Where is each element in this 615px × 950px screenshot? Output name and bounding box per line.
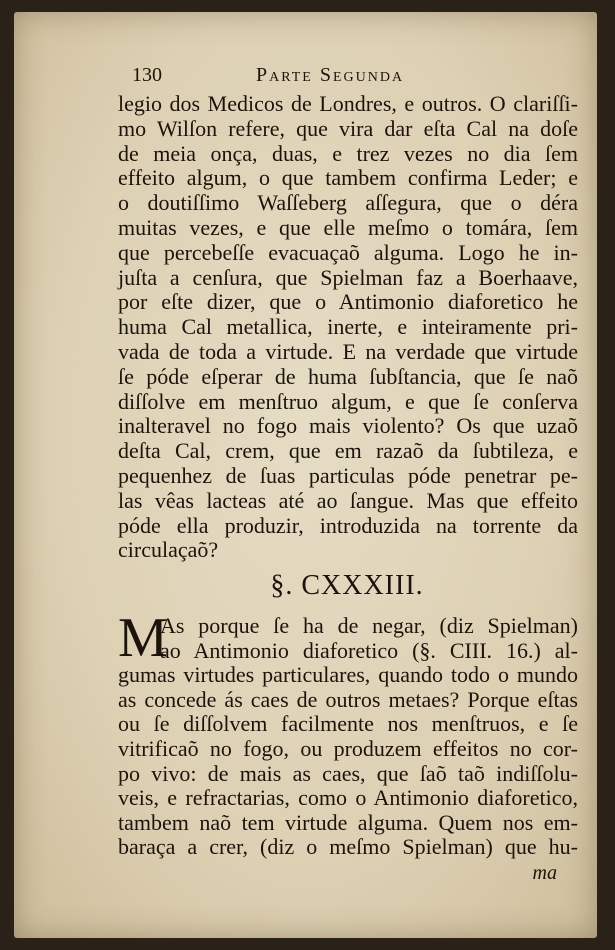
text-line: gumas virtudes particulares, quando todo o mundo [118, 662, 578, 688]
text-line: pequenhez de ſuas particulas póde penetrar pe- [118, 462, 578, 488]
text-line: veis, e refractarias, como o Antimonio diaforetico, [118, 785, 578, 811]
text-line: legio dos Medicos de Londres, e outros. O clariſſi- [118, 91, 578, 116]
running-title: Parte Segunda [256, 64, 405, 86]
text-line: ou ſe diſſolvem facilmente nos menſtruos, e ſe [118, 711, 578, 737]
text-line: baraça a crer, (diz o meſmo Spielman) que hu- [118, 834, 578, 860]
section-heading: §. CXXXIII. [270, 570, 424, 601]
text-line: ſe póde eſperar de huma ſubſtancia, que ſe naõ [118, 363, 578, 389]
text-line: ao Antimonio diaforetico (§. CIII. 16.) al- [160, 637, 578, 663]
text-line: mo Wilſon refere, que vira dar eſta Cal na doſe [118, 115, 578, 141]
text-line: póde ella produzir, introduzida na torrente da [118, 512, 578, 538]
page-number: 130 [132, 64, 162, 86]
text-line: juſta a cenſura, que Spielman faz a Boerhaave, [118, 264, 578, 290]
page-header [132, 64, 557, 90]
text-line: que percebeſſe evacuaçaõ alguma. Logo he in- [118, 239, 578, 265]
paragraph-section [118, 607, 578, 860]
text-line: effeito algum, o que tambem confirma Leder; e [118, 165, 578, 191]
text-line: o doutiſſimo Waſſeberg aſſegura, que o déra [118, 190, 578, 216]
text-line: As porque ſe ha de negar, (diz Spielman) [160, 613, 578, 638]
text-line: diſſolve em menſtruo algum, e que ſe conſerva [118, 388, 578, 414]
text-line: inalteravel no fogo mais violento? Os que uzaõ [118, 413, 578, 439]
book-page [14, 12, 597, 938]
text-line: deſta Cal, crem, que em razaõ da ſubtileza, e [118, 438, 578, 464]
drop-cap: M [118, 607, 168, 669]
catchword: ma [532, 862, 557, 884]
text-line: por eſte dizer, que o Antimonio diaforetico he [118, 289, 578, 315]
text-line: po vivo: de mais as caes, que ſaõ taõ indiſſolu- [118, 760, 578, 786]
text-line: muitas vezes, e que elle meſmo o tomára, ſem [118, 214, 578, 240]
text-line: tambem naõ tem virtude alguma. Quem nos em- [118, 809, 578, 835]
text-line: de meia onça, duas, e trez vezes no dia ſem [118, 140, 578, 166]
text-line: las vêas lacteas até ao ſangue. Mas que effeito [118, 487, 578, 513]
text-line: as concede ás caes de outros metaes? Porque eſtas [118, 686, 578, 712]
text-line: vitrificaõ no fogo, ou produzem effeitos no cor- [118, 735, 578, 761]
paragraph-continuation [118, 92, 578, 563]
text-line: huma Cal metallica, inerte, e inteiramente pri- [118, 314, 578, 340]
text-line: vada de toda a virtude. E na verdade que virtude [118, 338, 578, 364]
text-line: circulaçaõ? [118, 537, 219, 563]
